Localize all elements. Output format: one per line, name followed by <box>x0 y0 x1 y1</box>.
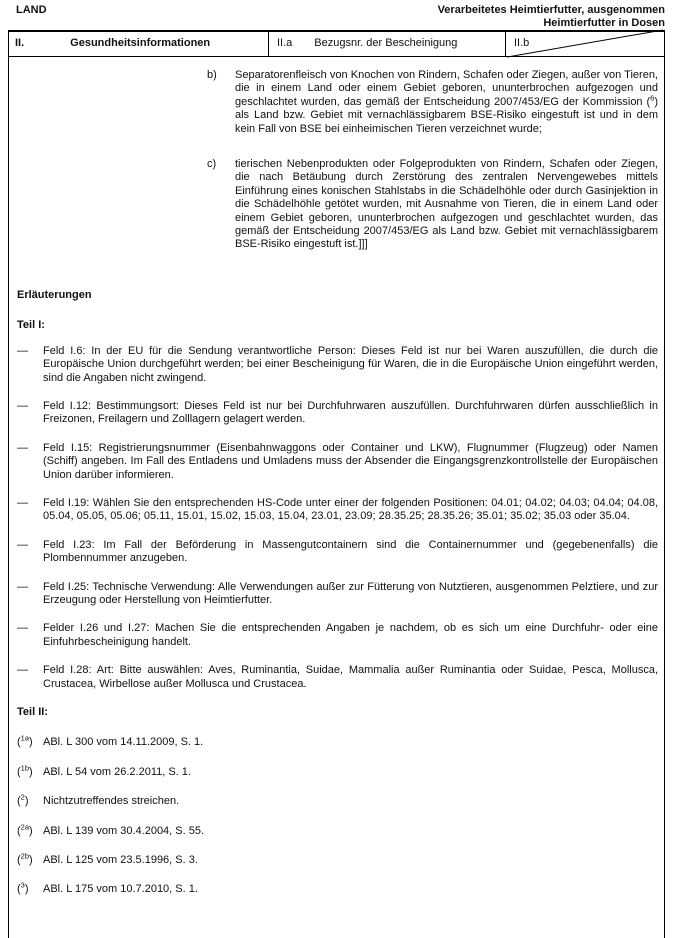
note-text: Felder I.26 und I.27: Machen Sie die entsprechenden Angaben je nachdem, ob es sich um eine Durchfuhr- oder eine Einfuhrbescheinigung handelt. <box>43 622 658 648</box>
land-label: LAND <box>16 4 47 16</box>
note-item-feld-i25 <box>17 581 658 608</box>
footnote-1a <box>17 733 658 749</box>
footnote-text: ABl. L 139 vom 30.4.2004, S. 55. <box>43 824 205 837</box>
doc-title-line-2: Heimtierfutter in Dosen <box>543 17 665 30</box>
note-item-feld-i28 <box>17 664 658 691</box>
page-header <box>0 0 673 30</box>
dash-bullet: — <box>17 399 28 412</box>
dash-bullet: — <box>17 538 28 551</box>
header-table <box>8 30 665 57</box>
footnote-marker: ($^{1a}$) <box>17 733 33 749</box>
part-i-heading: Teil I: <box>17 319 45 332</box>
clause-b-text: Separatorenfleisch von Knochen von Rindern, Schafen oder Ziegen, außer von Tieren, die in einem Land oder einem Gebiet geboren, ununterbrochen aufgezogen und geschlachtet wurden, das gemäß der Entscheidung 2007/453/EG der Kommission ($^6$) als Land bzw. Gebiet mit vernachlässigbarem BSE-Risiko eingestuft ist und in dem kein Fall von BSE bei einheimischen Tieren verzeichnet wurde; <box>235 69 658 135</box>
field-iia-number: II.a <box>277 37 293 50</box>
clause-b <box>207 69 658 136</box>
note-item-felder-i26-i27 <box>17 622 658 649</box>
dash-bullet: — <box>17 580 28 593</box>
footnote-marker: ($^{2b}$) <box>17 851 33 867</box>
part-ii-footnotes <box>17 733 658 896</box>
clause-c-label: c) <box>207 158 217 171</box>
footnote-text: Nichtzutreffendes streichen. <box>43 795 180 808</box>
footnote-marker: ($^{2a}$) <box>17 821 33 837</box>
footnote-2b <box>17 851 658 867</box>
footnote-marker: ($^{1b}$) <box>17 763 33 778</box>
note-item-feld-i19 <box>17 497 658 524</box>
footnote-2 <box>17 792 658 808</box>
footnote-1b <box>17 763 658 779</box>
clause-c <box>207 158 658 252</box>
note-text: Feld I.19: Wählen Sie den entsprechenden HS-Code unter einer der folgenden Positionen: 04.01; 04.02; 04.03; 04.04; 04.08, 05.04, 05.05, 05.06; 05.11, 15.01, 15.02, 15.03, 15.04, 23.01, 23.09; 28.35.25; 28.35.26; 35.01; 35.02; 35.03 oder 35.04. <box>43 496 658 523</box>
doc-title-line-1: Verarbeitetes Heimtierfutter, ausgenommen <box>437 4 665 16</box>
note-text: Feld I.6: In der EU für die Sendung verantwortliche Person: Dieses Feld ist nur bei Waren auszufüllen, die durch die Europäische Union durchgeführt werden; bei einer Bescheinigung für Waren, die in die Europäische Union eingeführt werden, sind die Angaben nicht zwingend. <box>43 344 658 384</box>
clause-c-text: tierischen Nebenprodukten oder Folgeprodukten von Rindern, Schafen oder Ziegen, die nach Betäubung durch Zerstörung des zentralen Nervengewebes mittels Einführung eines konischen Stahlstabs in die Schädelhöhle oder durch Gasinjektion in die Schädelhöhle getötet wurden, mit Ausnahme von Tieren, die in einem Land oder einem Gebiet geboren, ununterbrochen aufgezogen und geschlachtet wurden, das gemäß der Entscheidung 2007/453/EG als Land bzw. Gebiet mit vernachlässigbarem BSE-Risiko eingestuft ist.]]] <box>235 158 658 251</box>
dash-bullet: — <box>17 622 28 635</box>
field-ii-label: Gesundheitsinformationen <box>70 37 211 50</box>
certificate-body <box>8 57 665 938</box>
cell-iib <box>506 32 664 56</box>
dash-bullet: — <box>17 441 28 454</box>
notes-heading: Erläuterungen <box>17 288 92 301</box>
note-text: Feld I.23: Im Fall der Beförderung in Massengutcontainern sind die Containernummer und (gegebenenfalls) die Plombennummer anzugeben. <box>43 538 658 565</box>
field-ii-number: II. <box>15 37 25 50</box>
field-iib-number: II.b <box>514 37 530 50</box>
footnote-text: ABl. L 125 vom 23.5.1996, S. 3. <box>43 854 198 867</box>
part-ii-heading: Teil II: <box>17 706 48 718</box>
footnote-text: ABl. L 300 vom 14.11.2009, S. 1. <box>43 736 204 749</box>
footnote-marker: ($^2$) <box>17 792 29 808</box>
footnote-text: ABl. L 175 vom 10.7.2010, S. 1. <box>43 883 198 896</box>
note-item-feld-i6 <box>17 345 658 385</box>
note-item-feld-i15 <box>17 442 658 482</box>
note-text: Feld I.12: Bestimmungsort: Dieses Feld ist nur bei Durchfuhrwaren auszufüllen. Durchfuhrwaren dürfen ausschließlich in Freizonen, Freilagern und Zolllagern gelagert werden. <box>43 399 658 426</box>
dash-bullet: — <box>17 344 28 357</box>
note-text: Feld I.25: Technische Verwendung: Alle Verwendungen außer zur Fütterung von Nutztieren, ausgenommen Pelztiere, und zur Erzeugung oder Herstellung von Heimtierfutter. <box>43 580 658 606</box>
note-item-feld-i23 <box>17 539 658 566</box>
note-text: Feld I.28: Art: Bitte auswählen: Aves, Ruminantia, Suidae, Mammalia außer Ruminantia oder Suidae, Pesca, Mollusca, Crustacea, Wirbellose außer Mollusca und Crustacea. <box>43 664 658 690</box>
dash-bullet: — <box>17 496 28 509</box>
footnote-3 <box>17 880 658 896</box>
footnote-marker: ($^3$) <box>17 880 29 896</box>
note-text: Feld I.15: Registrierungsnummer (Eisenbahnwaggons oder Container und LKW), Flugnummer (Flugzeug) oder Namen (Schiff) angeben. Im Fall des Entladens und Umladens muss der Absender die Eingangsgrenzkontrollstelle der Europäischen Union darüber informieren. <box>43 441 658 481</box>
footnote-text: ABl. L 54 vom 26.2.2011, S. 1. <box>43 765 191 778</box>
dash-bullet: — <box>17 664 28 677</box>
diagonal-strike-line <box>506 27 664 58</box>
cell-certificate-reference <box>269 32 506 56</box>
cell-health-information <box>9 32 269 56</box>
note-item-feld-i12 <box>17 400 658 427</box>
field-iia-label: Bezugsnr. der Bescheinigung <box>314 37 458 50</box>
clause-b-label: b) <box>207 69 217 81</box>
part-i-notes <box>17 345 658 691</box>
footnote-2a <box>17 821 658 838</box>
footnote-ref-6: 6 <box>650 93 655 103</box>
